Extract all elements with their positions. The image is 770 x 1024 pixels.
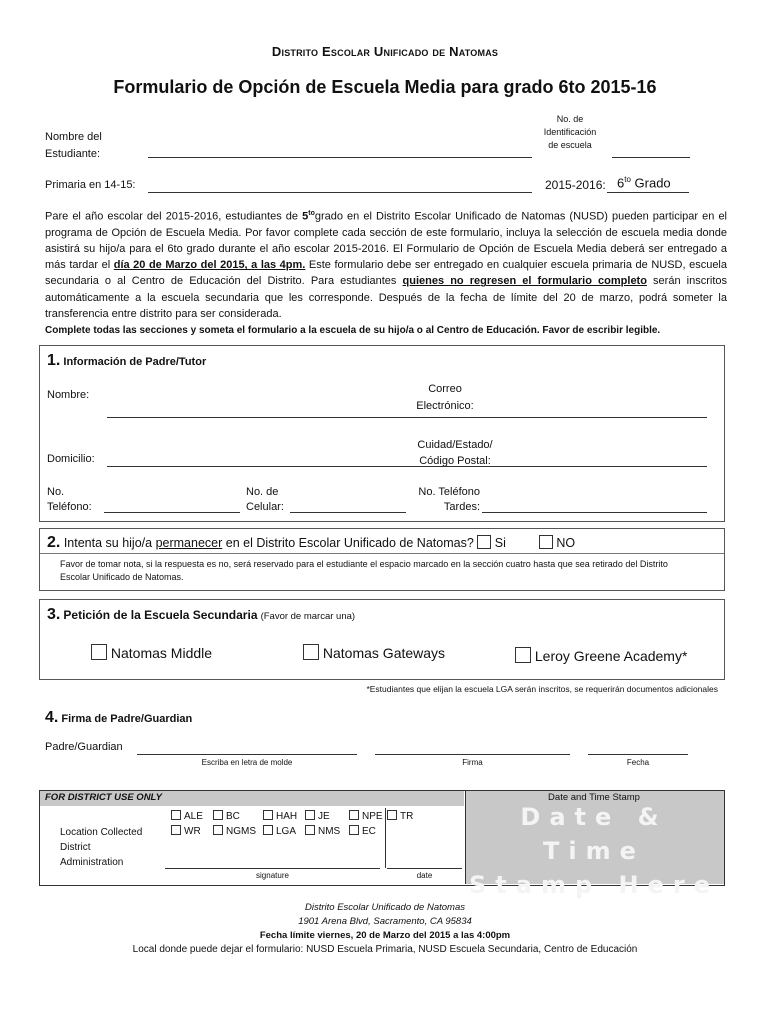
code-checkbox[interactable] [387,810,397,820]
stamp-title: Date and Time Stamp [548,792,640,803]
year-label: 2015-2016: [545,178,606,192]
cell-field[interactable] [290,512,406,513]
option-leroy-greene[interactable]: Leroy Greene Academy* [515,647,687,664]
natomas-middle-checkbox[interactable] [91,644,107,660]
city-label: Cuidad/Estado/ Código Postal: [417,439,493,467]
primary-school-label: Primaria en 14-15: [45,179,136,191]
cell-label: No. de Celular: [246,486,284,513]
address-label: Domicilio: [47,453,95,465]
lga-footnote: *Estudiantes que elijan la escuela LGA serán inscritos, se requerirán documentos adicionales [366,684,718,694]
evening-phone-label: No. Teléfono Tardes: [418,486,480,513]
page-title: Formulario de Opción de Escuela Media para grado 6to 2015-16 [113,77,657,97]
intro-paragraph: Pare el año escolar del 2015-2016, estudiantes de $5^{to}grado$ en el Distrito Escolar Unificado de Natomas (NUSD) pueden participar en el programa de Opción de Escuela Media. Por favor complete cada sección de este formulario, incluya la selección de escuela media donde asistirá su hijo/a para el 6to grado durante el año escolar 2015-2016. El Formulario de Opción de Escuela Media deberá ser entregado a más tardar el día 20 de Marzo del 2015, a las 4pm. Este formulario debe ser entregado en cualquier escuela primaria de NUSD, escuela secundaria o al Centro de Educación del Distrito. Para estudiantes quienes no regresen el formulario completo serán inscritos automáticamente a la escuela secundaria que les corresponde. Después de la fecha de límite del 20 de marzo, podrá someter la transferencia entre distrito para ser considerada. [45,210,728,320]
admin-signature-caption: signature [256,871,289,880]
district-use-title: FOR DISTRICT USE ONLY [45,792,162,803]
code-checkbox[interactable] [305,810,315,820]
signature-field[interactable] [375,754,570,755]
student-name-label: Nombre del Estudiante: [45,131,102,160]
section-1-title: 1. Información de Padre/Tutor [47,352,207,369]
si-checkbox[interactable] [477,535,491,549]
school-id-field[interactable] [612,157,690,158]
date-caption: Fecha [626,758,650,767]
code-checkbox[interactable] [213,810,223,820]
parent-name-email-field[interactable] [107,417,707,418]
option-natomas-gateways[interactable]: Natomas Gateways [303,644,445,661]
section-3-title: 3. Petición de la Escuela Secundaria (Favor de marcar una) [47,606,356,623]
option-natomas-middle[interactable]: Natomas Middle [91,644,212,661]
codes-row-1: ALE BC HAH JE NPE TR [171,810,413,822]
evening-phone-field[interactable] [482,512,707,513]
school-id-label: No. de Identificación de escuela [543,114,597,150]
admin-date-line[interactable] [387,868,462,869]
footer-address: 1901 Arena Blvd, Sacramento, CA 95834 [298,916,472,927]
stay-question: 2. Intenta su hijo/a permanecer en el Distrito Escolar Unificado de Natomas? Si NO [47,534,576,551]
footer-deadline: Fecha límite viernes, 20 de Marzo del 2015 a las 4:00pm [259,930,511,941]
stay-note: Favor de tomar nota, si la respuesta es no, será reservado para el estudiante el espacio marcado en la sección cuatro hasta que sea retirado del Distrito Escolar Unificado de Natomas. [60,559,668,582]
print-name-caption: Escriba en letra de molde [201,758,293,767]
codes-row-2: WR NGMS LGA NMS EC [171,825,376,837]
code-checkbox[interactable] [263,825,273,835]
parent-guardian-label: Padre/Guardian [45,741,123,753]
code-checkbox[interactable] [263,810,273,820]
location-admin-labels: Location Collected District Administration [60,827,143,868]
email-label: Correo Electrónico: [416,383,474,412]
code-checkbox[interactable] [305,825,315,835]
leroy-greene-checkbox[interactable] [515,647,531,663]
grade-value: $6^{to}$ Grado [617,175,671,191]
print-name-field[interactable] [137,754,357,755]
code-checkbox[interactable] [349,810,359,820]
natomas-gateways-checkbox[interactable] [303,644,319,660]
parent-name-label: Nombre: [47,389,90,401]
footer-dropoff: Local donde puede dejar el formulario: NUSD Escuela Primaria, NUSD Escuela Secundaria, Centro de Educación [132,944,638,955]
divider [40,553,724,554]
admin-signature-line[interactable] [165,868,380,869]
section-1-box [39,345,725,522]
admin-divider [385,808,386,868]
phone-field[interactable] [104,512,240,513]
student-name-field[interactable] [148,157,532,158]
instruction-text: Complete todas las secciones y someta el formulario a la escuela de su hijo/a o al Centro de Educación. Favor de escribir legible. [45,325,661,336]
admin-date-caption: date [416,871,433,880]
no-checkbox[interactable] [539,535,553,549]
code-checkbox[interactable] [213,825,223,835]
signature-caption: Firma [462,758,483,767]
district-heading: Distrito Escolar Unificado de Natomas [271,44,499,59]
code-checkbox[interactable] [171,825,181,835]
stamp-watermark: Date & Time Stamp Here [469,803,719,899]
grade-field [607,192,689,193]
code-checkbox[interactable] [171,810,181,820]
address-field[interactable] [107,466,707,467]
section-4-title: 4. Firma de Padre/Guardian [45,709,193,726]
primary-school-field[interactable] [148,192,532,193]
code-checkbox[interactable] [349,825,359,835]
footer-district: Distrito Escolar Unificado de Natomas [305,902,465,913]
phone-label: No. Teléfono: [47,486,92,513]
date-field[interactable] [588,754,688,755]
